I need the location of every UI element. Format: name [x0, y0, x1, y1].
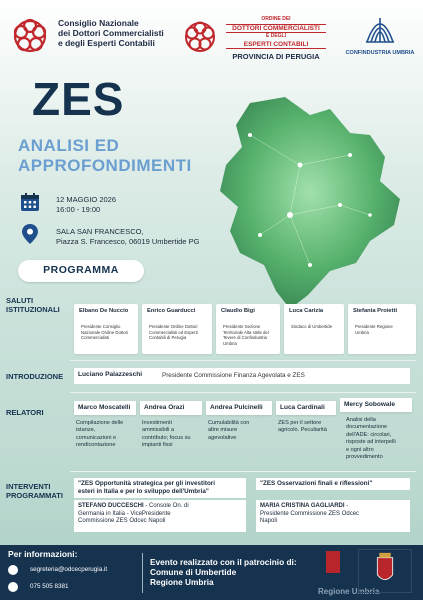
relatore-topic-line: rendicontazione: [76, 442, 116, 449]
confindustria-logo: [345, 12, 415, 68]
relatore-name: Luca Cardinali: [276, 401, 336, 415]
intervento-speaker-role: Commissione ZES Odcec Napoli: [78, 518, 166, 525]
relatore-topic: [208, 420, 249, 442]
saluti-card-name: Enrico Guarducci: [147, 308, 196, 314]
saluti-card-role-line: Presidente Sezione: [223, 324, 261, 329]
relatore-topic: [142, 420, 191, 450]
intervento-title-box: [74, 478, 246, 498]
saluti-card: [284, 304, 344, 354]
saluti-card-role-line: Umbria: [223, 340, 237, 346]
saluti-card-role: [223, 324, 269, 346]
relatore-name: Mercy Sobowale: [340, 398, 412, 412]
relatore-topic-line: ammissibili a: [142, 427, 175, 434]
relatore-topic-line: ZES per il settore: [278, 420, 322, 426]
saluti-card-role-line: Contabili di Perugia: [149, 335, 187, 341]
saluti-card-role-line: Presidente Regione: [355, 324, 393, 329]
relatore-topic-line: Compilazione delle: [76, 420, 124, 426]
cndcec-line-3: e degli Esperti Contabili: [58, 38, 155, 48]
programma-heading: [18, 260, 144, 282]
relatore-name: Marco Moscatelli: [74, 401, 136, 415]
introduzione-label: INTRODUZIONE: [6, 372, 64, 381]
saluti-label-line-2: ISTITUZIONALI: [6, 305, 60, 314]
saluti-card-role-line: Commercialisti ed Esperti: [149, 329, 198, 335]
relatore-topic-line: agricolo. Peculiarità: [278, 427, 327, 434]
subtitle-line-2: APPROFONDIMENTI: [18, 156, 192, 175]
page-title: ZES: [32, 73, 125, 125]
patronage-line-1: Evento realizzato con il patrocinio di:: [150, 557, 297, 567]
saluti-card-role-line: Presidente Ordine Dottori: [149, 324, 198, 329]
odcec-perugia-logo: [180, 14, 330, 64]
saluti-card-role: [81, 324, 128, 341]
section-divider: [70, 392, 416, 393]
introduzione-speaker-name: Luciano Palazzeschi: [78, 371, 143, 378]
cndcec-emblem-icon: [8, 16, 52, 56]
saluti-card-role-line: Commercialisti: [81, 335, 110, 341]
section-divider: [70, 471, 416, 472]
cndcec-logo: [8, 14, 178, 58]
introduzione-row: [74, 368, 410, 384]
saluti-card: [142, 304, 212, 354]
relatore-topic-line: risposte ad interpelli: [346, 439, 396, 446]
odcec-line-4: ESPERTI CONTABILI: [226, 41, 326, 50]
patronage-line-2: Comune di Umbertide: [150, 567, 237, 577]
section-divider: [70, 360, 416, 361]
intervento-title: [78, 480, 215, 496]
intervento-speaker-name: MARIA CRISTINA GAGLIARDI: [260, 503, 345, 509]
footer-divider: [142, 553, 143, 593]
odcec-line-3: E DEGLI: [265, 33, 286, 39]
intervento-speaker-box: [256, 500, 410, 532]
intervento-speaker: [78, 503, 189, 526]
info-title: Per informazioni:: [8, 549, 78, 559]
intervento-speaker-name: STEFANO DUCCESCHI: [78, 503, 144, 509]
relatore-name: Andrea Pulcinelli: [206, 401, 272, 415]
phone-icon: [8, 582, 18, 592]
patronage-line-3: Regione Umbria: [150, 577, 214, 587]
intervento-speaker-box: [74, 500, 246, 532]
intervento-title-box: [256, 478, 410, 490]
cndcec-line-2: dei Dottori Commercialisti: [58, 28, 164, 38]
saluti-card-name: Luca Carizia: [289, 308, 324, 314]
relatore-topic-line: dell'ADE: circolari,: [346, 431, 392, 438]
saluti-label-line-1: SALUTI: [6, 296, 34, 305]
calendar-icon: [20, 192, 40, 212]
intervento-speaker-role: -: [344, 503, 349, 509]
patronage-text: [150, 557, 297, 587]
saluti-card-name: Elbano De Nuccio: [79, 308, 129, 314]
page-subtitle: [18, 136, 192, 176]
intervento-title-line: "ZES Opportunità strategica per gli investitori: [78, 480, 215, 487]
relatore-topic-line: comunicazioni e: [76, 434, 117, 441]
interventi-label-line-2: PROGRAMMATI: [6, 491, 63, 500]
odcec-emblem-icon: [180, 18, 220, 56]
relatore-topic: [346, 417, 396, 461]
intervento-speaker: [260, 503, 359, 526]
confindustria-name: CONFINDUSTRIA UMBRIA: [345, 50, 415, 56]
saluti-card-role-line: Presidente Consiglio: [81, 324, 121, 329]
introduzione-speaker-role: Presidente Commissione Finanza Agevolata e ZES: [162, 371, 305, 379]
info-email[interactable]: segreteria@odcecperugia.it: [30, 566, 108, 573]
regione-umbria-emblem-icon: [326, 551, 340, 573]
saluti-card-name: Claudio Bigi: [221, 308, 255, 314]
relatore-topic-line: Cumulabilità con: [208, 420, 250, 426]
event-venue-address: Piazza S. Francesco, 06019 Umbertide PG: [56, 237, 200, 246]
relatore-topic-line: impianti fissi: [142, 442, 173, 449]
event-venue: [56, 227, 199, 247]
interventi-label-line-1: INTERVENTI: [6, 482, 51, 491]
relatori-label: RELATORI: [6, 408, 44, 417]
footer: [0, 545, 423, 600]
relatore-topic-line: contributo; focus su: [142, 434, 191, 441]
relatore-topic: [76, 420, 123, 450]
subtitle-line-1: ANALISI ED: [18, 136, 120, 155]
saluti-card-role: [149, 324, 198, 341]
programma-label: PROGRAMMA: [43, 264, 119, 276]
saluti-card: [74, 304, 138, 354]
relatore-topic-line: Analisi della: [346, 417, 376, 423]
regione-umbria-label: Regione Umbria: [318, 587, 380, 596]
odcec-line-1: ORDINE DEI: [261, 16, 291, 22]
saluti-card-role-line: Territoriale Alta Valle del: [223, 329, 269, 335]
relatore-name: Andrea Orazi: [140, 401, 202, 415]
intervento-speaker-role: - Console On. di: [143, 503, 189, 509]
saluti-card-name: Stefania Proietti: [353, 308, 398, 314]
cndcec-line-1: Consiglio Nazionale: [58, 18, 139, 28]
saluti-card-role-line: Nazionale Ordine Dottori: [81, 329, 129, 335]
relatore-topic-line: istanze,: [76, 427, 96, 434]
event-date-day: 12 MAGGIO 2026: [56, 195, 117, 204]
saluti-card-role: [355, 324, 393, 335]
relatore-topic-line: Investimenti: [142, 420, 172, 426]
relatore-topic-line: altre misure: [208, 427, 238, 434]
saluti-card: [348, 304, 416, 354]
comune-umbertide-crest-icon: [358, 549, 412, 593]
relatore-topic-line: documentazione: [346, 424, 388, 431]
relatore-topic-line: agevolative: [208, 434, 237, 441]
saluti-card-role-line: Tevere di Confindustria: [223, 335, 267, 341]
odcec-name: [226, 16, 326, 49]
event-venue-name: SALA SAN FRANCESCO,: [56, 227, 144, 236]
odcec-line-2: DOTTORI COMMERCIALISTI: [226, 24, 326, 34]
intervento-speaker-role: Presidente Commissione ZES Odcec: [260, 510, 360, 517]
interventi-label: [6, 482, 63, 500]
relatore-topic: [278, 420, 327, 435]
saluti-label: [6, 296, 60, 314]
umbria-map-illustration: [180, 95, 410, 315]
info-phone[interactable]: 075 505 8381: [30, 583, 69, 590]
saluti-card-role-line: Umbria: [355, 329, 369, 335]
saluti-card: [216, 304, 280, 354]
event-date-time: 16:00 - 19:00: [56, 205, 101, 214]
cndcec-name: [58, 18, 164, 48]
saluti-card-role: [291, 324, 332, 330]
intervento-title-line: esteri in Italia e per lo sviluppo dell'Umbria": [78, 488, 209, 495]
relatore-topic-line: provvedimento: [346, 454, 383, 461]
event-date: [56, 195, 116, 215]
intervento-speaker-role: Germania in Italia - VicePresidente: [78, 510, 171, 517]
location-pin-icon: [22, 224, 38, 244]
intervento-speaker-role: Napoli: [260, 518, 278, 525]
email-icon: [8, 565, 18, 575]
odcec-province: PROVINCIA DI PERUGIA: [232, 52, 320, 61]
saluti-card-role-line: Sindaco di Umbertide: [291, 324, 333, 329]
relatore-topic-line: e ogni altro: [346, 446, 374, 453]
confindustria-emblem-icon: [363, 12, 397, 46]
intervento-title: "ZES Osservazioni finali e riflessioni": [260, 480, 373, 487]
